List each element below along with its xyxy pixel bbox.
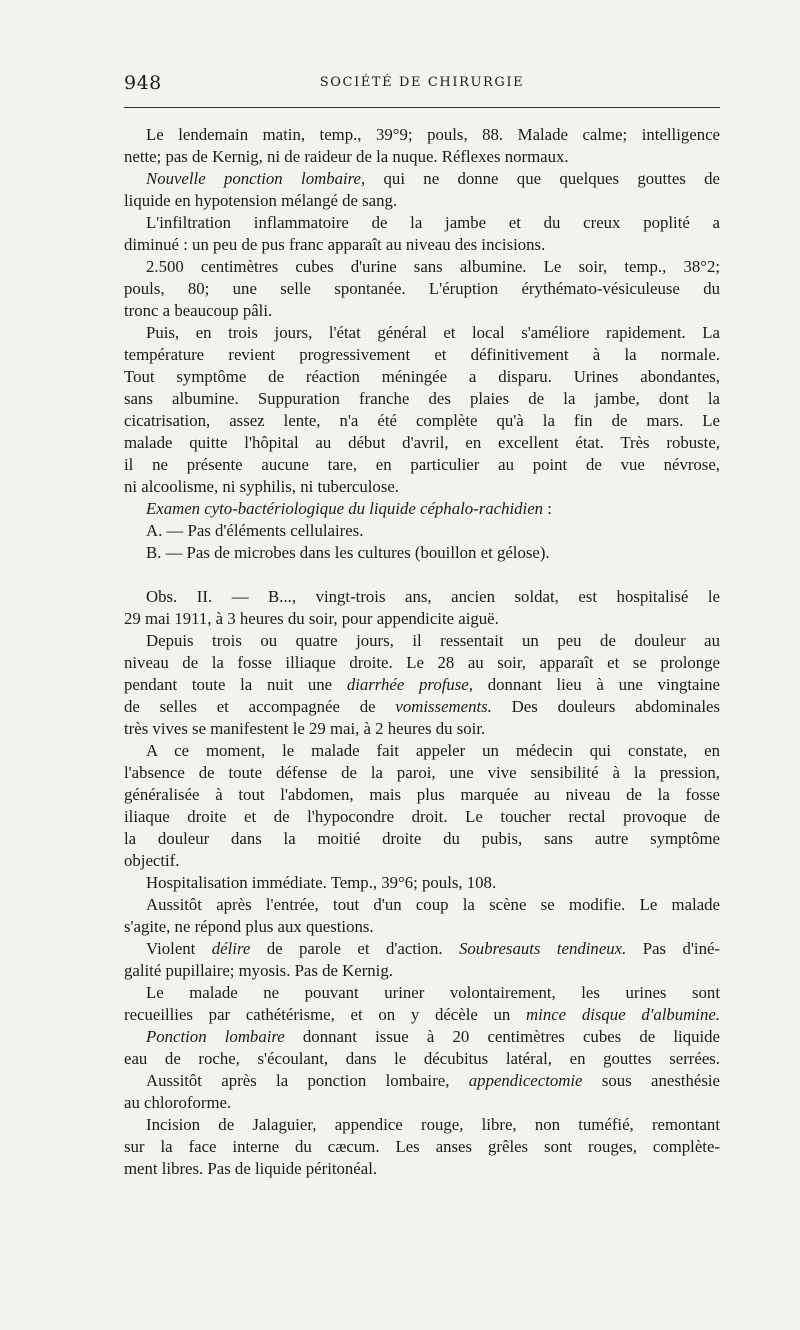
text-line xyxy=(124,498,720,520)
text-run: eau de roche, s'écoulant, dans le décubitus latéral, en gouttes serrées. xyxy=(124,1049,720,1068)
text-run: la douleur dans la moitié droite du pubis, sans autre symptôme xyxy=(124,829,720,848)
text-run: 2.500 centimètres cubes d'urine sans albumine. Le soir, temp., 38°2; xyxy=(146,257,720,276)
text-run: sous anesthésie xyxy=(582,1071,720,1090)
text-line xyxy=(124,1048,720,1070)
text-run: A ce moment, le malade fait appeler un médecin qui constate, en xyxy=(146,741,720,760)
text-run: objectif. xyxy=(124,851,180,870)
text-line xyxy=(124,476,720,498)
text-line xyxy=(124,652,720,674)
italic-text-run: appendicectomie xyxy=(468,1071,583,1090)
text-run: qui ne donne que quelques gouttes de xyxy=(365,169,720,188)
text-run: : xyxy=(543,499,552,518)
text-line xyxy=(124,190,720,212)
text-run: de parole et d'action. xyxy=(250,939,460,958)
italic-text-run: Soubresauts tendineux. xyxy=(459,939,627,958)
text-run: cicatrisation, assez lente, n'a été complète qu'à la fin de mars. Le xyxy=(124,411,720,430)
text-line xyxy=(124,960,720,982)
text-run: Pas d'iné- xyxy=(626,939,721,958)
text-line xyxy=(124,1070,720,1092)
italic-text-run: diarrhée profuse, xyxy=(346,675,473,694)
text-run: Le lendemain matin, temp., 39°9; pouls, 88. Malade calme; intelligence xyxy=(146,125,720,144)
text-line xyxy=(124,520,720,542)
text-run: diminué : un peu de pus franc apparaît au niveau des incisions. xyxy=(124,235,546,254)
running-title: SOCIÉTÉ DE CHIRURGIE xyxy=(319,75,525,90)
text-line xyxy=(124,1158,720,1180)
text-run: Des douleurs abdominales xyxy=(491,697,720,716)
text-line xyxy=(124,784,720,806)
text-run: niveau de la fosse illiaque droite. Le 28 au soir, apparaît et se prolonge xyxy=(124,653,720,672)
text-line xyxy=(124,586,720,608)
text-run: donnant lieu à une vingtaine xyxy=(472,675,720,694)
text-line xyxy=(124,388,720,410)
text-run: sur la face interne du cæcum. Les anses grêles sont rouges, complète- xyxy=(124,1137,720,1156)
text-line xyxy=(124,850,720,872)
text-line xyxy=(124,1114,720,1136)
text-run: sans albumine. Suppuration franche des plaies de la jambe, dont la xyxy=(124,389,720,408)
body-text xyxy=(124,124,720,1180)
text-run: de selles et accompagnée de xyxy=(124,697,396,716)
italic-text-run: Nouvelle ponction lombaire, xyxy=(146,169,366,188)
text-run: Puis, en trois jours, l'état général et local s'améliore rapidement. La xyxy=(146,323,720,342)
text-line xyxy=(124,806,720,828)
text-run: L'infiltration inflammatoire de la jambe et du creux poplité a xyxy=(146,213,720,232)
text-line xyxy=(124,916,720,938)
text-line xyxy=(124,982,720,1004)
text-line xyxy=(124,674,720,696)
text-line xyxy=(124,1092,720,1114)
text-line xyxy=(124,124,720,146)
text-line xyxy=(124,718,720,740)
text-run: A. — Pas d'éléments cellulaires. xyxy=(146,521,364,540)
text-run: pendant toute la nuit une xyxy=(124,675,347,694)
text-run: liquide en hypotension mélangé de sang. xyxy=(124,191,398,210)
paragraph-gap xyxy=(124,564,720,586)
text-line xyxy=(124,630,720,652)
text-line xyxy=(124,1136,720,1158)
text-run: Aussitôt après la ponction lombaire, xyxy=(146,1071,469,1090)
text-line xyxy=(124,234,720,256)
text-run: iliaque droite et de l'hypocondre droit. Le toucher rectal provoque de xyxy=(124,807,720,826)
page-number: 948 xyxy=(124,72,162,94)
text-run: tronc a beaucoup pâli. xyxy=(124,301,273,320)
text-line xyxy=(124,168,720,190)
text-line xyxy=(124,1026,720,1048)
text-line xyxy=(124,828,720,850)
text-run: il ne présente aucune tare, en particulier au point de vue névrose, xyxy=(124,455,720,474)
text-line xyxy=(124,300,720,322)
text-run: nette; pas de Kernig, ni de raideur de la nuque. Réflexes normaux. xyxy=(124,147,569,166)
text-run: malade quitte l'hôpital au début d'avril, en excellent état. Très robuste, xyxy=(124,433,720,452)
text-run: Aussitôt après l'entrée, tout d'un coup la scène se modifie. Le malade xyxy=(146,895,720,914)
header-rule xyxy=(124,107,720,108)
text-run: Le malade ne pouvant uriner volontairement, les urines sont xyxy=(146,983,720,1002)
text-run: ni alcoolisme, ni syphilis, ni tuberculose. xyxy=(124,477,399,496)
text-run: B. — Pas de microbes dans les cultures (bouillon et gélose). xyxy=(146,543,550,562)
italic-text-run: délire xyxy=(211,939,251,958)
text-run: Obs. II. — B..., vingt-trois ans, ancien soldat, est hospitalisé le xyxy=(146,587,720,606)
text-line xyxy=(124,762,720,784)
text-run: au chloroforme. xyxy=(124,1093,232,1112)
page-header xyxy=(124,72,720,98)
italic-text-run: Examen cyto-bactériologique du liquide céphalo-rachidien xyxy=(146,499,544,518)
italic-text-run: Ponction lombaire xyxy=(146,1027,285,1046)
text-line xyxy=(124,212,720,234)
text-run: température revient progressivement et définitivement à la normale. xyxy=(124,345,720,364)
text-run: Hospitalisation immédiate. Temp., 39°6; pouls, 108. xyxy=(146,873,497,892)
text-line xyxy=(124,454,720,476)
text-line xyxy=(124,608,720,630)
text-run: 29 mai 1911, à 3 heures du soir, pour appendicite aiguë. xyxy=(124,609,499,628)
italic-text-run: vomissements. xyxy=(395,697,492,716)
text-line xyxy=(124,872,720,894)
text-line xyxy=(124,322,720,344)
text-line xyxy=(124,366,720,388)
text-line xyxy=(124,432,720,454)
text-run: Violent xyxy=(146,939,212,958)
text-run: galité pupillaire; myosis. Pas de Kernig. xyxy=(124,961,393,980)
text-line xyxy=(124,278,720,300)
text-line xyxy=(124,410,720,432)
text-run: généralisée à tout l'abdomen, mais plus marquée au niveau de la fosse xyxy=(124,785,720,804)
text-line xyxy=(124,344,720,366)
text-line xyxy=(124,938,720,960)
text-line xyxy=(124,542,720,564)
text-line xyxy=(124,1004,720,1026)
italic-text-run: mince disque d'albumine. xyxy=(526,1005,720,1024)
text-run: pouls, 80; une selle spontanée. L'éruption érythémato-vésiculeuse du xyxy=(124,279,720,298)
text-run: donnant issue à 20 centimètres cubes de liquide xyxy=(284,1027,720,1046)
text-line xyxy=(124,256,720,278)
text-run: ment libres. Pas de liquide péritonéal. xyxy=(124,1159,378,1178)
text-run: Tout symptôme de réaction méningée a disparu. Urines abondantes, xyxy=(124,367,720,386)
text-run: recueillies par cathétérisme, et on y décèle un xyxy=(124,1005,527,1024)
text-run: Incision de Jalaguier, appendice rouge, libre, non tuméfié, remontant xyxy=(146,1115,720,1134)
text-line xyxy=(124,146,720,168)
text-run: l'absence de toute défense de la paroi, une vive sensibilité à la pression, xyxy=(124,763,720,782)
text-run: s'agite, ne répond plus aux questions. xyxy=(124,917,374,936)
text-line xyxy=(124,740,720,762)
text-line xyxy=(124,696,720,718)
text-run: Depuis trois ou quatre jours, il ressentait un peu de douleur au xyxy=(146,631,720,650)
text-line xyxy=(124,894,720,916)
text-run: très vives se manifestent le 29 mai, à 2 heures du soir. xyxy=(124,719,486,738)
